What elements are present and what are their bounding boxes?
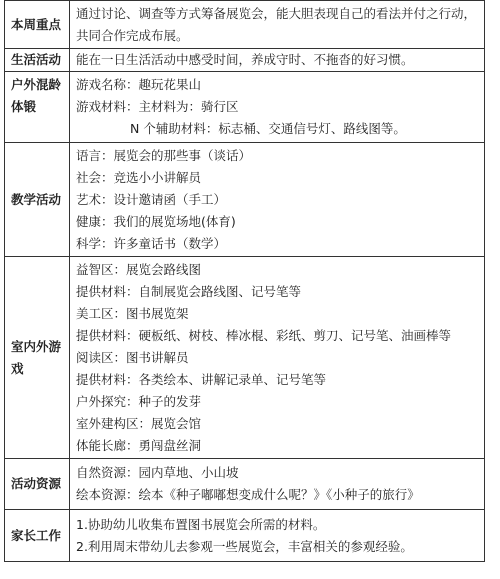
row-focus	[5, 1, 485, 49]
content-line: 提供材料：自制展览会路线图、记号笔等	[76, 283, 302, 299]
content-line: 提供材料：硬板纸、树枝、棒冰棍、彩纸、剪刀、记号笔、油画棒等	[76, 327, 452, 343]
row-teaching	[5, 143, 485, 257]
row-parents	[5, 510, 485, 562]
content-line: 游戏材料：主材料为：骑行区	[76, 99, 239, 114]
row-life	[5, 49, 485, 72]
content-line: 阅读区：图书讲解员	[76, 349, 189, 365]
content-line: 1.协助幼儿收集布置图书展览会所需的材料。	[76, 516, 326, 532]
row-content-outdoor	[70, 72, 485, 143]
content-line: 通过讨论、调查等方式筹备展览会，能大胆表现自己的看法并付之行动，共同合作完成布展。	[76, 5, 477, 43]
row-content-indoor	[70, 257, 485, 459]
content-line: 2.利用周末带幼儿去参观一些展览会，丰富相关的参观经验。	[76, 538, 413, 554]
row-title-indoor: 室内外游戏	[5, 257, 70, 459]
row-resources	[5, 459, 485, 510]
content-line: 语言：展览会的那些事（谈话）	[76, 147, 252, 163]
row-title-focus: 本周重点	[5, 1, 70, 49]
content-line: 社会：竞选小小讲解员	[76, 169, 202, 185]
row-title-parents: 家长工作	[5, 510, 70, 562]
row-content-parents	[70, 510, 485, 562]
content-line: N 个辅助材料：标志桶、交通信号灯、路线图等。	[130, 121, 406, 136]
content-line: 体能长廊：勇闯盘丝洞	[76, 437, 202, 453]
row-content-focus	[70, 1, 485, 49]
content-line: 艺术：设计邀请函（手工）	[76, 191, 227, 207]
row-content-resources	[70, 459, 485, 510]
content-line: 提供材料：各类绘本、讲解记录单、记号笔等	[76, 371, 327, 387]
content-line: 室外建构区：展览会馆	[76, 415, 202, 431]
row-outdoor	[5, 72, 485, 143]
weekly-plan-table	[4, 0, 485, 562]
row-title-teaching: 教学活动	[5, 143, 70, 257]
content-line: 自然资源：园内草地、小山坡	[76, 465, 239, 480]
content-line: 游戏名称：趣玩花果山	[76, 77, 202, 92]
row-content-teaching	[70, 143, 485, 257]
content-line: 益智区：展览会路线图	[76, 261, 202, 277]
row-title-outdoor: 户外混龄体锻	[5, 72, 70, 143]
row-indoor	[5, 257, 485, 459]
content-line: 绘本资源：绘本《种子嘟嘟想变成什么呢？》《小种子的旅行》	[76, 487, 420, 502]
content-line: 能在一日生活活动中感受时间，养成守时、不拖沓的好习惯。	[76, 52, 414, 67]
row-title-resources: 活动资源	[5, 459, 70, 510]
row-content-life	[70, 49, 485, 72]
content-line: 科学：许多童话书（数学）	[76, 235, 227, 251]
row-title-life: 生活活动	[5, 49, 70, 72]
content-line: 户外探究：种子的发芽	[76, 393, 202, 409]
content-line: 健康：我们的展览场地(体育)	[76, 213, 236, 229]
content-line: 美工区：图书展览架	[76, 305, 189, 321]
